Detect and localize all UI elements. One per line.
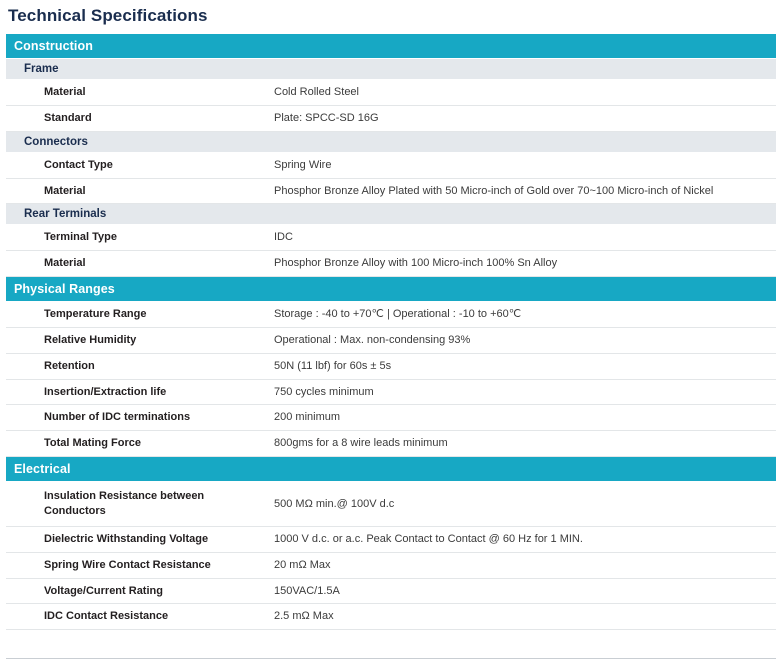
spec-value: Plate: SPCC-SD 16G bbox=[270, 105, 776, 131]
spec-row bbox=[6, 482, 776, 527]
spec-value: Storage : -40 to +70℃ | Operational : -10 to +60℃ bbox=[270, 302, 776, 328]
spec-table-body bbox=[6, 34, 776, 630]
group-title: Connectors bbox=[6, 131, 776, 152]
spec-label: Material bbox=[6, 251, 270, 277]
section-header-row bbox=[6, 277, 776, 302]
group-header-row bbox=[6, 204, 776, 225]
section-title: Physical Ranges bbox=[6, 277, 776, 302]
spec-value: 2.5 mΩ Max bbox=[270, 604, 776, 630]
spec-label: Material bbox=[6, 80, 270, 106]
spec-value: 750 cycles minimum bbox=[270, 379, 776, 405]
spec-row bbox=[6, 178, 776, 204]
spec-value: 200 minimum bbox=[270, 405, 776, 431]
spec-row bbox=[6, 405, 776, 431]
spec-row bbox=[6, 225, 776, 251]
spec-value: Cold Rolled Steel bbox=[270, 80, 776, 106]
spec-label: Insertion/Extraction life bbox=[6, 379, 270, 405]
spec-label: Contact Type bbox=[6, 152, 270, 178]
spec-value: 800gms for a 8 wire leads minimum bbox=[270, 431, 776, 457]
spec-value: 50N (11 lbf) for 60s ± 5s bbox=[270, 353, 776, 379]
spec-row bbox=[6, 327, 776, 353]
spec-label: Standard bbox=[6, 105, 270, 131]
spec-row bbox=[6, 152, 776, 178]
spec-label: Insulation Resistance between Conductors bbox=[6, 482, 270, 527]
spec-label: Voltage/Current Rating bbox=[6, 578, 270, 604]
technical-specifications-table bbox=[6, 34, 776, 630]
spec-row bbox=[6, 578, 776, 604]
spec-value: 500 MΩ min.@ 100V d.c bbox=[270, 482, 776, 527]
spec-row bbox=[6, 526, 776, 552]
spec-label: Material bbox=[6, 178, 270, 204]
spec-row bbox=[6, 251, 776, 277]
spec-row bbox=[6, 353, 776, 379]
group-title: Rear Terminals bbox=[6, 204, 776, 225]
spec-value: Spring Wire bbox=[270, 152, 776, 178]
group-header-row bbox=[6, 59, 776, 80]
group-header-row bbox=[6, 131, 776, 152]
spec-label: Spring Wire Contact Resistance bbox=[6, 552, 270, 578]
spec-value: 20 mΩ Max bbox=[270, 552, 776, 578]
spec-value: Operational : Max. non-condensing 93% bbox=[270, 327, 776, 353]
spec-label: IDC Contact Resistance bbox=[6, 604, 270, 630]
spec-label: Retention bbox=[6, 353, 270, 379]
spec-row bbox=[6, 302, 776, 328]
spec-label: Relative Humidity bbox=[6, 327, 270, 353]
section-title: Electrical bbox=[6, 457, 776, 482]
spec-label: Terminal Type bbox=[6, 225, 270, 251]
spec-value: IDC bbox=[270, 225, 776, 251]
spec-value: 1000 V d.c. or a.c. Peak Contact to Contact @ 60 Hz for 1 MIN. bbox=[270, 526, 776, 552]
spec-value: Phosphor Bronze Alloy Plated with 50 Micro-inch of Gold over 70~100 Micro-inch of Nickel bbox=[270, 178, 776, 204]
section-title: Construction bbox=[6, 34, 776, 59]
section-header-row bbox=[6, 457, 776, 482]
spec-row bbox=[6, 431, 776, 457]
group-title: Frame bbox=[6, 59, 776, 80]
spec-row bbox=[6, 80, 776, 106]
spec-label: Dielectric Withstanding Voltage bbox=[6, 526, 270, 552]
spec-label: Number of IDC terminations bbox=[6, 405, 270, 431]
spec-value: 150VAC/1.5A bbox=[270, 578, 776, 604]
section-header-row bbox=[6, 34, 776, 59]
spec-label: Temperature Range bbox=[6, 302, 270, 328]
spec-row bbox=[6, 379, 776, 405]
spec-row bbox=[6, 604, 776, 630]
spec-label: Total Mating Force bbox=[6, 431, 270, 457]
spec-value: Phosphor Bronze Alloy with 100 Micro-inch 100% Sn Alloy bbox=[270, 251, 776, 277]
spec-row bbox=[6, 105, 776, 131]
spec-row bbox=[6, 552, 776, 578]
page-title: Technical Specifications bbox=[8, 6, 208, 25]
